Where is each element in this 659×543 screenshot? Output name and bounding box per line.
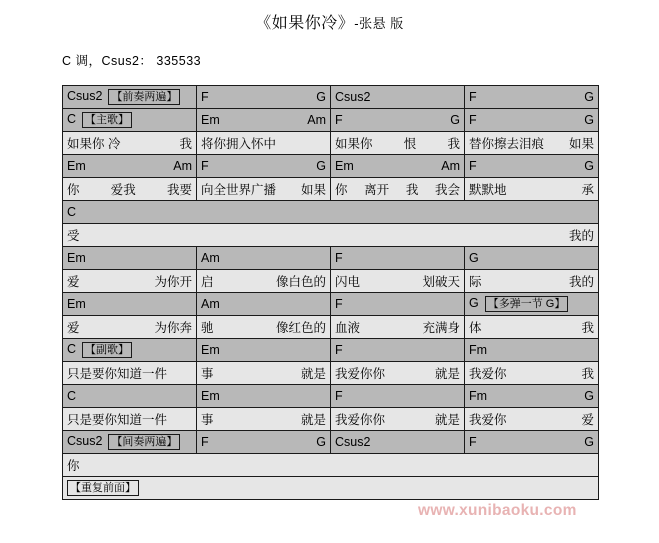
section-tag: 【前奏两遍】 [108, 89, 180, 105]
lyric-text: 你 [335, 183, 348, 197]
lyric-cell [465, 316, 599, 339]
chord-symbol: Am [201, 251, 220, 265]
chord-row [63, 86, 599, 109]
chord-symbol: Am [307, 113, 326, 127]
chord-symbol: G [584, 113, 594, 127]
chord-cell [63, 431, 197, 454]
lyric-text: 充满身 [422, 321, 460, 335]
lyric-text: 我 [581, 321, 594, 335]
section-tag: 【副歌】 [82, 342, 132, 358]
chord-cell [465, 86, 599, 109]
lyric-text: 爱我 [110, 183, 136, 197]
chord-cell [331, 86, 465, 109]
chord-symbol: C [67, 342, 77, 356]
lyric-cell [197, 362, 331, 385]
chord-symbol: Am [173, 159, 192, 173]
artist-name: -张悬 版 [354, 16, 404, 31]
lyric-cell [465, 408, 599, 431]
lyric-cell [63, 224, 599, 247]
lyric-cell [63, 132, 197, 155]
chord-symbol: F [469, 159, 477, 173]
chord-symbol: Em [335, 159, 354, 173]
section-tag: 【多弹一节 G】 [485, 296, 569, 312]
chord-symbol: F [201, 90, 209, 104]
chord-cell [197, 339, 331, 362]
chord-symbol: F [335, 389, 343, 403]
watermark: www.xunibaoku.com [418, 502, 577, 519]
lyric-cell [197, 132, 331, 155]
lyric-cell [63, 454, 599, 477]
chord-row [63, 109, 599, 132]
page-title [0, 10, 659, 33]
lyric-cell [197, 270, 331, 293]
chord-symbol: F [469, 113, 477, 127]
lyric-text: 我会 [434, 183, 460, 197]
chord-symbol: F [201, 435, 209, 449]
lyric-text: 际 [469, 275, 482, 289]
lyric-row [63, 270, 599, 293]
lyric-text: 只是要你知道一件 [67, 367, 168, 381]
lyric-text: 离开 [364, 183, 390, 197]
lyric-row [63, 477, 599, 500]
lyric-cell [63, 270, 197, 293]
lyric-cell [331, 362, 465, 385]
lyric-text: 启 [201, 275, 214, 289]
chord-symbol: G [316, 90, 326, 104]
chord-symbol: G [469, 296, 479, 310]
chord-symbol: G [316, 435, 326, 449]
lyric-text: 如果你 [335, 137, 373, 151]
chord-row [63, 201, 599, 224]
lyric-text: 如果 [568, 137, 594, 151]
chord-cell [331, 247, 465, 270]
chord-symbol: G [584, 90, 594, 104]
lyric-text: 闪电 [335, 275, 361, 289]
chord-symbol: G [584, 159, 594, 173]
lyric-cell [63, 477, 599, 500]
chord-symbol: F [335, 297, 343, 311]
chord-cell [63, 385, 197, 408]
lyric-text: 替你擦去泪痕 [469, 137, 545, 151]
lyric-text: 我的 [568, 275, 594, 289]
lyric-text: 驰 [201, 321, 214, 335]
lyric-text: 为你奔 [154, 321, 192, 335]
lyric-cell [63, 408, 197, 431]
chord-cell [465, 155, 599, 178]
lyric-text: 爱 [67, 321, 80, 335]
chord-symbol: C [67, 112, 77, 126]
lyric-row [63, 362, 599, 385]
key-info: C 调，Csus2： 335533 [62, 54, 202, 68]
lyric-text: 只是要你知道一件 [67, 413, 168, 427]
lyric-row [63, 454, 599, 477]
chord-cell [63, 155, 197, 178]
chord-symbol: G [584, 435, 594, 449]
lyric-text: 恨 [403, 137, 417, 151]
lyric-text: 我爱你你 [335, 367, 386, 381]
lyric-cell [331, 270, 465, 293]
lyric-text: 我 [581, 367, 594, 381]
lyric-text: 为你开 [154, 275, 192, 289]
chord-symbol: F [335, 113, 343, 127]
lyric-text: 就是 [434, 413, 460, 427]
lyric-text: 划破天 [422, 275, 460, 289]
chord-symbol: G [469, 251, 479, 265]
chord-cell [63, 109, 197, 132]
lyric-cell [465, 178, 599, 201]
chord-cell [331, 109, 465, 132]
lyric-text: 事 [201, 413, 214, 427]
lyric-text: 就是 [300, 413, 326, 427]
chord-symbol: C [67, 389, 77, 403]
lyric-row [63, 224, 599, 247]
chord-row [63, 247, 599, 270]
lyric-text: 我爱你 [469, 413, 507, 427]
chord-symbol: Em [67, 159, 86, 173]
chord-symbol: F [201, 159, 209, 173]
chord-symbol: Em [201, 343, 220, 357]
chord-symbol: C [67, 205, 77, 219]
chord-symbol: F [469, 90, 477, 104]
lyric-cell [465, 362, 599, 385]
chord-cell [331, 339, 465, 362]
chord-cell [465, 293, 599, 316]
chord-cell [465, 247, 599, 270]
chord-symbol: Csus2 [335, 435, 371, 449]
chord-cell [63, 339, 197, 362]
lyric-row [63, 408, 599, 431]
chord-symbol: Fm [469, 343, 488, 357]
chord-row [63, 339, 599, 362]
lyric-cell [63, 316, 197, 339]
lyric-row [63, 316, 599, 339]
chord-cell [197, 109, 331, 132]
chord-row [63, 293, 599, 316]
lyric-cell [331, 132, 465, 155]
chord-cell [63, 293, 197, 316]
lyric-text: 我爱你你 [335, 413, 386, 427]
chord-row [63, 155, 599, 178]
lyric-text: 默默地 [469, 183, 507, 197]
chord-symbol: Csus2 [335, 90, 371, 104]
chord-symbol: Fm [469, 389, 488, 403]
chord-symbol: Csus2 [67, 434, 103, 448]
lyric-text: 事 [201, 367, 214, 381]
chord-cell [331, 431, 465, 454]
chord-cell [197, 293, 331, 316]
chord-sheet-table [62, 85, 599, 500]
lyric-text: 我爱你 [469, 367, 507, 381]
lyric-text: 我的 [568, 229, 594, 243]
chord-cell [197, 431, 331, 454]
chord-cell [331, 385, 465, 408]
lyric-text: 如果你 冷 [67, 137, 121, 151]
lyric-text: 像白色的 [275, 275, 326, 289]
chord-symbol: G [450, 113, 460, 127]
lyric-text: 我 [447, 137, 461, 151]
lyric-cell [465, 270, 599, 293]
lyric-text: 爱 [581, 413, 594, 427]
lyric-text: 就是 [434, 367, 460, 381]
chord-cell [331, 293, 465, 316]
chord-symbol: F [335, 343, 343, 357]
chord-row [63, 385, 599, 408]
lyric-text: 承 [581, 183, 594, 197]
chord-symbol: F [335, 251, 343, 265]
section-tag: 【间奏两遍】 [108, 434, 180, 450]
lyric-cell [63, 362, 197, 385]
lyric-text: 向全世界广播 [201, 183, 277, 197]
chord-row [63, 431, 599, 454]
chord-cell [197, 247, 331, 270]
lyric-text: 血液 [335, 321, 361, 335]
lyric-text: 你 [67, 183, 80, 197]
lyric-cell [465, 132, 599, 155]
chord-symbol: F [469, 435, 477, 449]
chord-cell [465, 339, 599, 362]
chord-cell [63, 201, 599, 224]
lyric-text: 我 [405, 183, 419, 197]
chord-cell [331, 155, 465, 178]
lyric-cell [331, 178, 465, 201]
lyric-text: 体 [469, 321, 482, 335]
chord-symbol: G [316, 159, 326, 173]
chord-symbol: Am [201, 297, 220, 311]
chord-symbol: Em [201, 389, 220, 403]
chord-cell [63, 247, 197, 270]
lyric-text: 就是 [300, 367, 326, 381]
lyric-text: 爱 [67, 275, 80, 289]
chord-symbol: G [584, 389, 594, 403]
lyric-text: 将你拥入怀中 [201, 137, 277, 151]
chord-cell [197, 385, 331, 408]
lyric-cell [197, 178, 331, 201]
lyric-cell [331, 316, 465, 339]
chord-symbol: Em [67, 297, 86, 311]
lyric-cell [331, 408, 465, 431]
chord-cell [465, 385, 599, 408]
lyric-row [63, 178, 599, 201]
lyric-text: 受 [67, 229, 80, 243]
chord-symbol: Em [67, 251, 86, 265]
chord-cell [465, 109, 599, 132]
chord-cell [465, 431, 599, 454]
chord-cell [197, 86, 331, 109]
repeat-tag: 【重复前面】 [67, 480, 139, 496]
chord-symbol: Em [201, 113, 220, 127]
section-tag: 【主歌】 [82, 112, 132, 128]
lyric-text: 我要 [167, 183, 193, 197]
lyric-row [63, 132, 599, 155]
lyric-text: 你 [67, 459, 80, 473]
lyric-text: 如果 [300, 183, 326, 197]
chord-cell [63, 86, 197, 109]
song-title: 《如果你冷》 [255, 15, 355, 32]
chord-symbol: Csus2 [67, 89, 103, 103]
lyric-text: 像红色的 [275, 321, 326, 335]
chord-symbol: Am [441, 159, 460, 173]
lyric-cell [197, 316, 331, 339]
lyric-cell [197, 408, 331, 431]
lyric-cell [63, 178, 197, 201]
lyric-text: 我 [179, 137, 192, 151]
chord-cell [197, 155, 331, 178]
